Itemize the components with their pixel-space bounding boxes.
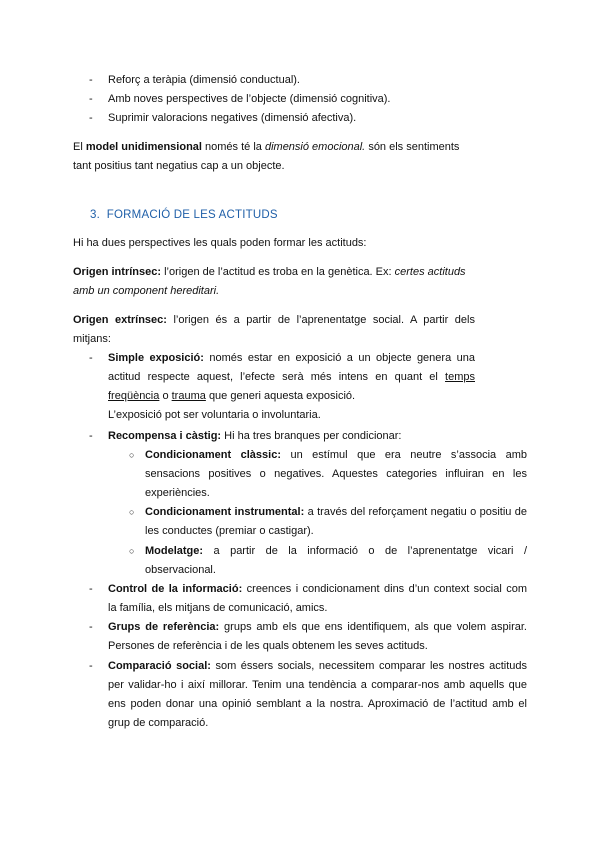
paragraph-line: ens poden donar una opinió semblant a la nostra. Aproximació de l’actitud amb el [108, 698, 527, 710]
list-item-simple-exposicio: Simple exposició: només estar en exposició a un objecte genera una [108, 352, 475, 364]
paragraph-unidimensional: El model unidimensional només té la dimensió emocional. són els sentiments [73, 141, 460, 153]
paragraph-line: les conductes (premiar o castigar). [145, 525, 314, 537]
sublist-item-modelatge: Modelatge: a partir de la informació o de l’aprenentatge vicari / [145, 545, 527, 557]
list-dash: - [89, 621, 93, 633]
paragraph-line: la família, els mitjans de comunicació, amics. [108, 602, 328, 614]
paragraph-line: Persones de referència i de les quals obtenem les seves actituds. [108, 640, 428, 652]
list-dash: - [89, 112, 93, 124]
circle-bullet-icon: ○ [129, 546, 135, 556]
list-item-recompensa: Recompensa i càstig: Hi ha tres branques per condicionar: [108, 430, 402, 442]
list-item-control: Control de la informació: creences i condicionament dins d’un context social com [108, 583, 527, 595]
paragraph-line: mitjans: [73, 333, 111, 345]
paragraph-line: per validar-ho i així millorar. Tenim una tendència a comparar-nos amb aquells que [108, 679, 527, 691]
list-item-grups: Grups de referència: grups amb els que ens identifiquem, als que volem aspirar. [108, 621, 527, 633]
paragraph-line: experiències. [145, 487, 210, 499]
paragraph-line: observacional. [145, 564, 216, 576]
paragraph-origen-intrinsec: Origen intrínsec: l’origen de l’actitud es troba en la genètica. Ex: certes actituds [73, 266, 466, 278]
paragraph-line: amb un component hereditari. [73, 285, 220, 297]
list-dash: - [89, 660, 93, 672]
circle-bullet-icon: ○ [129, 450, 135, 460]
sublist-item-classic: Condicionament clàssic: un estímul que era neutre s’associa amb [145, 449, 528, 461]
paragraph-line: grup de comparació. [108, 717, 209, 729]
circle-bullet-icon: ○ [129, 507, 135, 517]
list-item: Suprimir valoracions negatives (dimensió afectiva). [108, 112, 357, 124]
paragraph-line: tant positius tant negatius cap a un objecte. [73, 160, 285, 172]
list-item: Amb noves perspectives de l’objecte (dimensió cognitiva). [108, 93, 391, 105]
temps-link: temps [445, 371, 475, 383]
list-dash: - [89, 583, 93, 595]
paragraph-line: actitud respecte aquest, l’efecte serà més intens en quant el temps [108, 371, 475, 383]
list-dash: - [89, 74, 93, 86]
list-dash: - [89, 430, 93, 442]
paragraph-line: L’exposició pot ser voluntaria o involuntaria. [108, 409, 321, 421]
list-dash: - [89, 93, 93, 105]
list-item-comparacio: Comparació social: som éssers socials, necessitem comparar les nostres actituds [108, 660, 528, 672]
sublist-item-instrumental: Condicionament instrumental: a través del reforçament negatiu o positiu de [145, 506, 527, 518]
paragraph-line: sensacions positives o negatives. Aquestes categories influiran en les [145, 468, 527, 480]
list-item: Reforç a teràpia (dimensió conductual). [108, 74, 300, 86]
list-dash: - [89, 352, 93, 364]
section-heading: 3. FORMACIÓ DE LES ACTITUDS [90, 209, 278, 221]
paragraph-line: freqüència o trauma que generi aquesta exposició. [108, 390, 356, 402]
section-intro: Hi ha dues perspectives les quals poden formar les actituds: [73, 237, 367, 249]
paragraph-origen-extrinsec: Origen extrínsec: l’origen és a partir de l’aprenentatge social. A partir dels [73, 314, 475, 326]
